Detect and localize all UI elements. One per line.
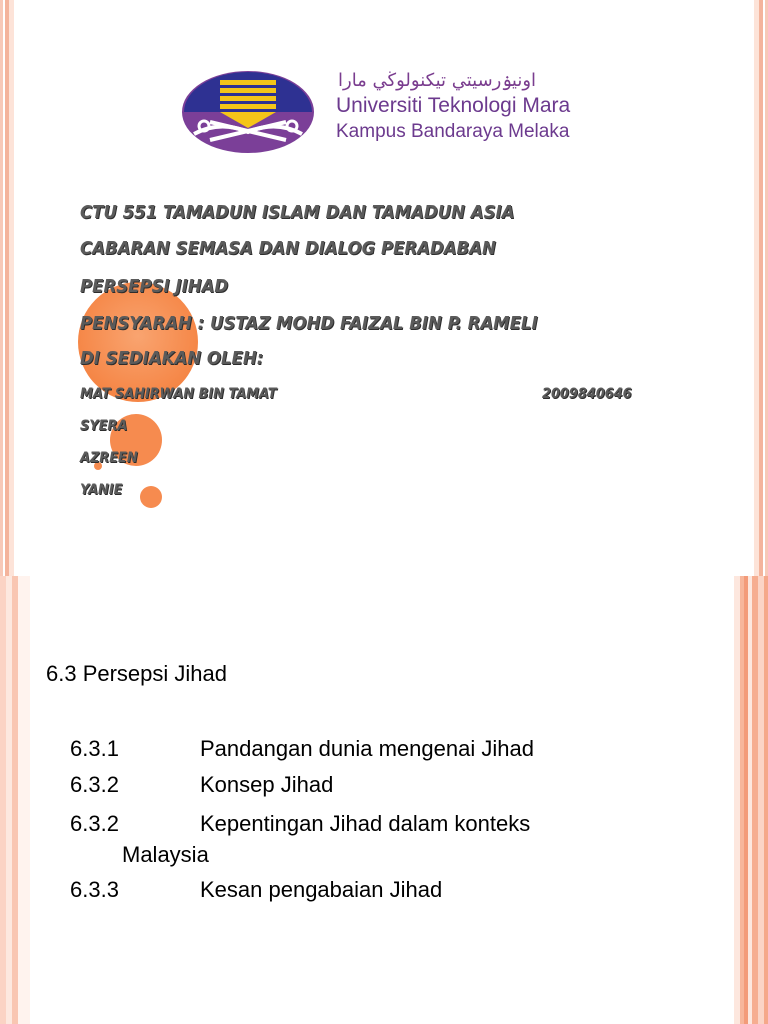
item-number: 6.3.3 (70, 877, 119, 902)
section-title: 6.3 Persepsi Jihad (46, 661, 227, 686)
right-decorative-stripe (754, 0, 768, 576)
prepared-by-label: DI SEDIAKAN OLEH: (80, 348, 264, 369)
member-student-id: 2009840646 (542, 386, 632, 402)
topic-title: CABARAN SEMASA DAN DIALOG PERADABAN (80, 238, 496, 259)
member-name: AZREEN (80, 450, 138, 466)
member-name: SYERA (80, 418, 128, 434)
item-text: Kepentingan Jihad dalam konteks (200, 811, 531, 836)
item-number: 6.3.2 (70, 772, 119, 797)
university-logo (180, 70, 600, 154)
right-decorative-stripe (734, 576, 768, 1024)
course-title: CTU 551 TAMADUN ISLAM DAN TAMADUN ASIA (80, 202, 515, 223)
logo-jawi-text: اونيۏرسيتي تيکنولوڬي مارا (338, 70, 537, 91)
subtopic-title: PERSEPSI JIHAD (80, 276, 229, 297)
item-text: Pandangan dunia mengenai Jihad (200, 736, 534, 761)
item-number: 6.3.2 (70, 811, 119, 836)
decorative-circle-large (78, 282, 198, 402)
lecturer-line: PENSYARAH : USTAZ MOHD FAIZAL BIN P. RAMELI (80, 313, 538, 334)
content-slide (0, 576, 768, 1024)
left-decorative-stripe (0, 576, 30, 1024)
logo-campus-name: Kampus Bandaraya Melaka (336, 121, 570, 142)
left-decorative-stripe (0, 0, 14, 576)
item-text: Kesan pengabaian Jihad (200, 877, 443, 902)
item-text-continuation: Malaysia (122, 842, 209, 867)
item-number: 6.3.1 (70, 736, 119, 761)
member-name: YANIE (80, 482, 123, 498)
member-name: MAT SAHIRWAN BIN TAMAT (80, 386, 277, 402)
item-text: Konsep Jihad (200, 772, 334, 797)
uitm-crest-icon (180, 70, 316, 154)
logo-university-name: Universiti Teknologi Mara (336, 94, 571, 117)
decorative-circle-small (140, 486, 162, 508)
